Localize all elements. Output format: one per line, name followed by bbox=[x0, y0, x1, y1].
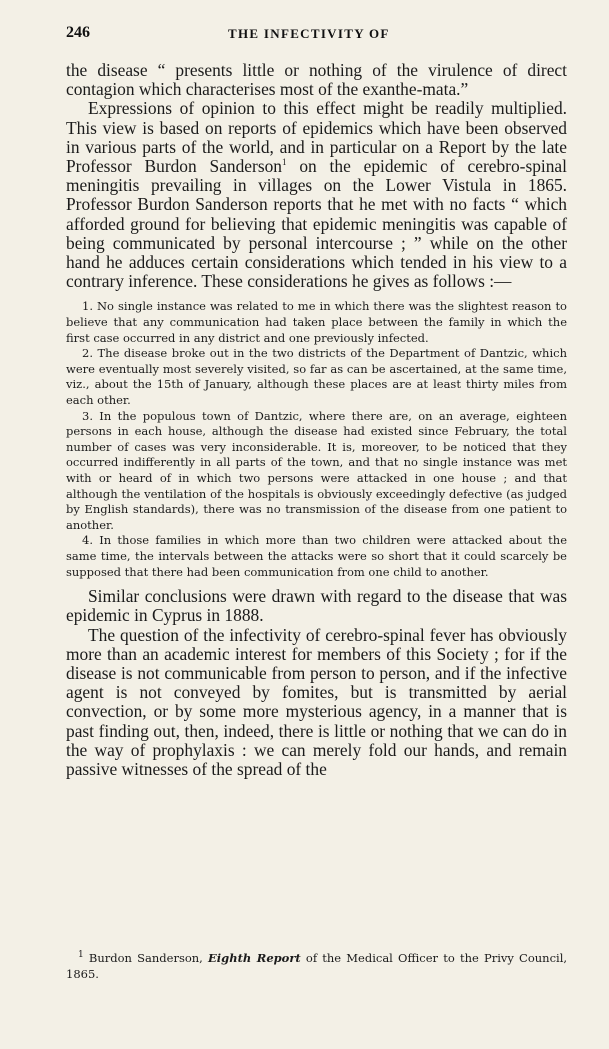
footnote-reference: 1 bbox=[281, 157, 287, 168]
paragraph-2-text-before-footnote: Expressions of opinion to this effect might be readily multiplied. This view is based on reports of epidemics which have been observed in various parts of the world, and in particular on a Report by the late Professor Burdon Sanderson bbox=[66, 98, 567, 177]
page-number: 246 bbox=[66, 24, 90, 41]
paragraph-2-text-after-footnote: on the epidemic of cerebro-spinal meningitis prevailing in villages on the Lower Vistula in 1865. Professor Burdon Sanderson reports that he met with no facts “ which afforded ground for believing that epidemic meningitis was capable of being communicated by personal intercourse ; ” while on the other hand he adduces certain considerations which tended in his view to a contrary inference. These considerations he gives as follows :— bbox=[66, 156, 567, 292]
running-head bbox=[66, 24, 567, 44]
footnote-marker: 1 bbox=[78, 949, 84, 960]
list-item-3: 3. In the populous town of Dantzic, where there are, on an average, eighteen persons in each house, although the disease had existed since February, the total number of cases was very inconsiderable. It is, moreover, to be noticed that they occurred indifferently in all parts of the town, and that no single instance was met with or heard of in which two persons were attacked in one house ; and that although the ventilation of the hospitals is obviously exceedingly defective (as judged by English standards), there was no transmission of the disease from one patient to another. bbox=[66, 408, 567, 532]
considerations-list bbox=[66, 299, 567, 580]
footnote-rest: of the Medical Officer to the Privy Council, 1865. bbox=[66, 950, 568, 981]
footnote-separator bbox=[66, 932, 567, 933]
list-item-4: 4. In those families in which more than two children were attacked about the same time, the intervals between the attacks were so short that it could scarcely be supposed that there had been communication from one child to another. bbox=[66, 533, 567, 579]
footnote-report-title: Eighth Report bbox=[208, 950, 301, 965]
list-item-1: 1. No single instance was related to me in which there was the slightest reason to believe that any communication had taken place between the family in which the first case occurred in any district and one previously infected. bbox=[66, 299, 567, 345]
page-header-title: THE INFECTIVITY OF bbox=[228, 26, 390, 41]
paragraph-4: The question of the infectivity of cerebro-spinal fever has obviously more than an academic interest for members of this Society ; for if the disease is not communicable from person to person, and if the infective agent is not conveyed by fomites, but is transmitted by aerial convection, or by some more mysterious agency, in a manner that is past finding out, then, indeed, there is little or nothing that we can do in the way of prophylaxis : we can merely fold our hands, and remain passive witnesses of the spread of the bbox=[66, 624, 567, 779]
footnote-author: Burdon Sanderson, bbox=[88, 950, 203, 965]
paragraph-2 bbox=[66, 99, 567, 291]
list-item-2: 2. The disease broke out in the two districts of the Department of Dantzic, which were eventually most severely visited, so far as can be ascertained, at the same time, viz., about the 15th of January, although these places are at least thirty miles from each other. bbox=[66, 346, 567, 407]
paragraph-3: Similar conclusions were drawn with regard to the disease that was epidemic in Cyprus in 1888. bbox=[66, 586, 567, 626]
footnote bbox=[66, 950, 567, 982]
paragraph-1: the disease “ presents little or nothing of the virulence of direct contagion which characterises most of the exanthe-mata.” bbox=[66, 60, 567, 100]
